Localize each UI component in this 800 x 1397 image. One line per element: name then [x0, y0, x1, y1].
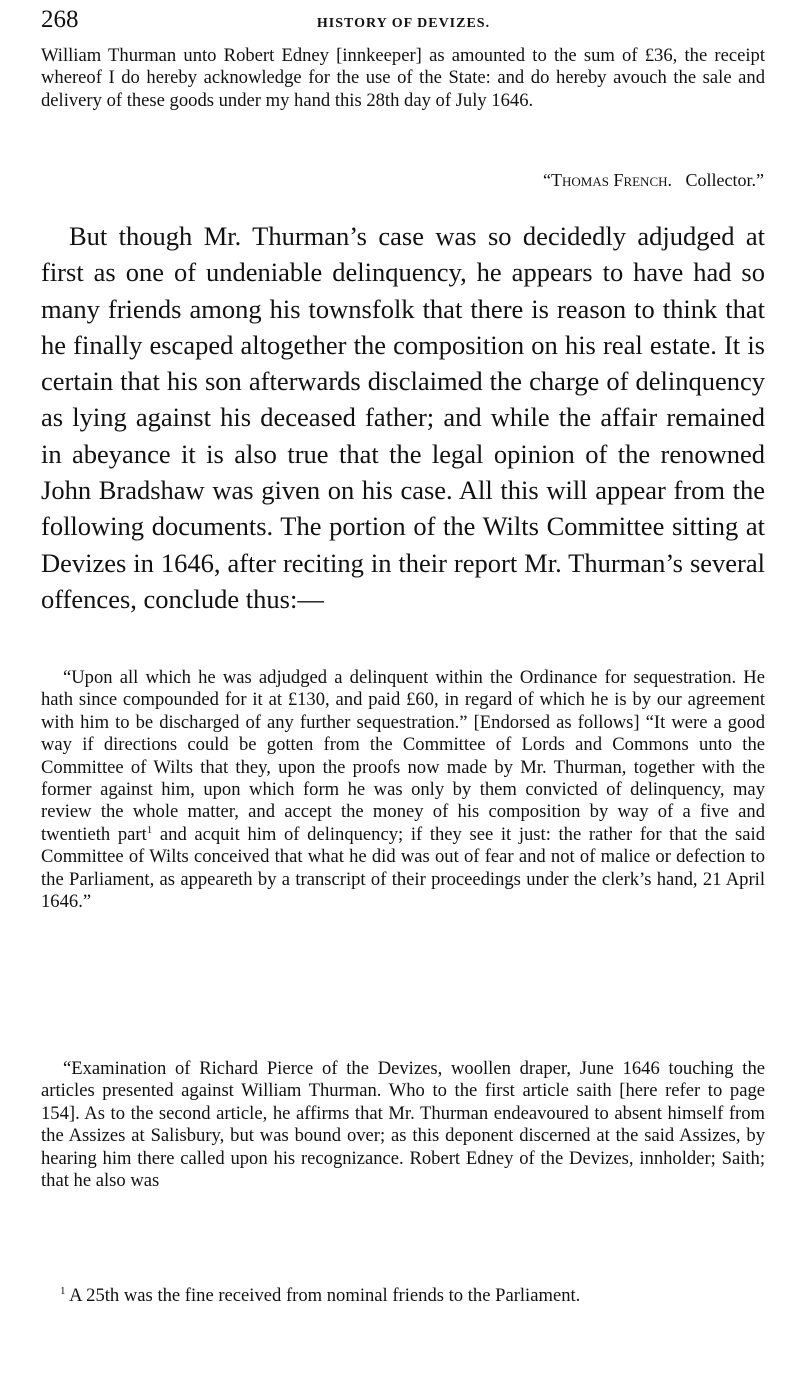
committee-quote-part-1: “Upon all which he was adjudged a delinquent within the Ordinance for sequestration. He hath since compounded for it at £130, and paid £60, in regard of which he is by our agreement with him to be discharged of any further sequestration.” [Endorsed as follows] “It were a good way if directions could be gotten from the Committee of Lords and Commons unto the Committee of Wilts that they, upon the proofs now made by Mr. Thurman, together with the former against him, upon which form he was only by them convicted of delinquency, may review the whole matter, and accept the money of his composition by way of a five and twentieth part [41, 667, 765, 845]
footnote [60, 1285, 770, 1307]
signature-title: Collector.” [685, 170, 764, 190]
main-paragraph: But though Mr. Thurman’s case was so decidedly adjudged at first as one of undeniable delinquency, he appears to have had so many friends among his townsfolk that there is reason to think that he finally escaped altogether the composition on his real estate. It is certain that his son afterwards disclaimed the charge of delinquency as lying against his deceased father; and while the affair remained in abeyance it is also true that the legal opinion of the renowned John Bradshaw was given on his case. All this will appear from the following documents. The portion of the Wilts Committee sitting at Devizes in 1646, after reciting in their report Mr. Thurman’s several offences, conclude thus:— [41, 221, 765, 614]
signature-line [543, 170, 764, 191]
receipt-text: William Thurman unto Robert Edney [innkeeper] as amounted to the sum of £36, the receipt whereof I do hereby acknowledge for the use of the State: and do hereby avouch the sale and delivery of these goods under my hand this 28th day of July 1646. [41, 45, 765, 111]
running-title: HISTORY OF DEVIZES. [316, 16, 491, 31]
committee-quote-part-2: and acquit him of delinquency; if they see it just: the rather for that the said Committee of Wilts conceived that what he did was out of fear and not of malice or defection to the Parliament, as appeareth by a transcript of their proceedings under the clerk’s hand, 21 April 1646.” [41, 823, 765, 913]
footnote-mark: 1 [60, 1284, 66, 1297]
examination-quote: “Examination of Richard Pierce of the Devizes, woollen draper, June 1646 touching the articles presented against William Thurman. Who to the first article saith [here refer to page 154]. As to the second article, he affirms that Mr. Thurman endeavoured to absent himself from the Assizes at Salisbury, but was bound over; as this deponent discerned at the said Assizes, by hearing him there called upon his recognizance. Robert Edney of the Devizes, innholder; Saith; that he also was [41, 1058, 765, 1192]
page-header [41, 6, 766, 40]
footnote-text: A 25th was the fine received from nominal friends to the Parliament. [65, 1285, 581, 1306]
committee-quote [41, 667, 765, 913]
footnote-reference: 1 [146, 823, 153, 836]
page-number: 268 [41, 6, 79, 33]
signature-name: Thomas French. [550, 170, 673, 190]
signature-open-quote: “ [542, 170, 551, 190]
